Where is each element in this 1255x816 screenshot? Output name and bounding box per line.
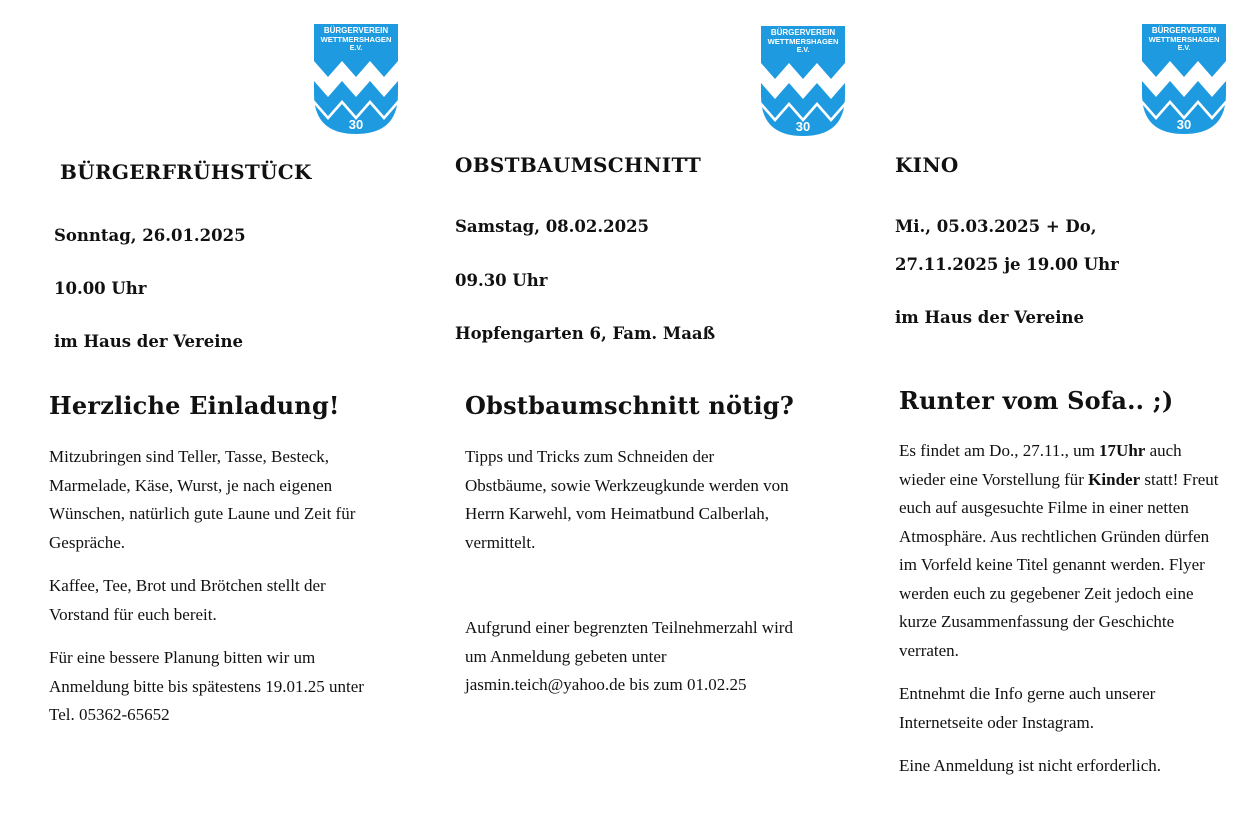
section-body (465, 443, 795, 715)
club-crest (1142, 24, 1226, 134)
paragraph: Aufgrund einer begrenzten Teilnehmerzahl wird um Anmeldung gebeten unter jasmin.teich@yahoo.de bis zum 01.02.25 (465, 618, 793, 694)
event-date-time: 27.11.2025 je 19.00 Uhr (895, 255, 1119, 274)
logo-column-1 (314, 24, 398, 134)
club-crest (314, 24, 398, 134)
logo-column-2 (761, 26, 845, 136)
bold-time: 17Uhr (1099, 441, 1146, 460)
paragraph (899, 437, 1229, 665)
crest-line-3: E.V. (1177, 45, 1191, 52)
section-heading: Herzliche Einladung! (49, 391, 340, 420)
event-location: im Haus der Vereine (54, 332, 243, 351)
section-heading: Obstbaumschnitt nötig? (465, 391, 795, 420)
crest-number: 30 (348, 117, 364, 132)
crest-line-3: E.V. (796, 47, 810, 54)
paragraph: Tipps und Tricks zum Schneiden der Obstbäume, sowie Werkzeugkunde werden von Herrn Karwehl, vom Heimatbund Calberlah, vermittelt. (465, 447, 789, 552)
event-time: 09.30 Uhr (455, 271, 548, 290)
section-body (899, 437, 1229, 796)
section-heading: Runter vom Sofa.. ;) (899, 386, 1174, 415)
text-run: statt! Freut euch auf ausgesuchte Filme in einer netten Atmosphäre. Aus rechtlichen Gründen dürfen im Vorfeld keine Titel genannt werden. Flyer werden euch zu gegebener Zeit jedoch eine kurze Zusammenfassung der Geschichte verraten. (899, 469, 1219, 660)
crest-line-1: BÜRGERVEREIN (770, 28, 836, 37)
paragraph: Entnehmt die Info gerne auch unserer Internetseite oder Instagram. (899, 684, 1156, 732)
paragraph: Mitzubringen sind Teller, Tasse, Besteck, Marmelade, Käse, Wurst, je nach eigenen Wünschen, natürlich gute Laune und Zeit für Gespräche. (49, 447, 356, 552)
crest-line-1: BÜRGERVEREIN (1151, 26, 1217, 35)
event-date: Mi., 05.03.2025 + Do, (895, 217, 1097, 236)
paragraph: Kaffee, Tee, Brot und Brötchen stellt der Vorstand für euch bereit. (49, 576, 326, 624)
logo-column-3 (1142, 24, 1226, 134)
event-title-kino: KINO (895, 153, 959, 177)
event-date: Sonntag, 26.01.2025 (54, 226, 246, 245)
event-time: 10.00 Uhr (54, 279, 147, 298)
bold-audience: Kinder (1088, 469, 1141, 489)
event-title-obstbaumschnitt: OBSTBAUMSCHNITT (455, 153, 702, 177)
club-crest (761, 26, 845, 136)
paragraph: Eine Anmeldung ist nicht erforderlich. (899, 756, 1162, 775)
event-title-fruehstueck: BÜRGERFRÜHSTÜCK (60, 160, 312, 184)
crest-number: 30 (795, 119, 811, 134)
event-location: im Haus der Vereine (895, 308, 1084, 327)
crest-line-2: WETTMERSHAGEN (1148, 35, 1220, 44)
crest-number: 30 (1176, 117, 1192, 132)
crest-line-3: E.V. (349, 45, 363, 52)
event-location: Hopfengarten 6, Fam. Maaß (455, 324, 716, 343)
crest-line-2: WETTMERSHAGEN (320, 35, 392, 44)
text-run: Es findet am Do., 27.11., um (899, 441, 1100, 460)
section-body (49, 443, 384, 745)
crest-line-1: BÜRGERVEREIN (323, 26, 389, 35)
crest-line-2: WETTMERSHAGEN (767, 37, 839, 46)
paragraph: Für eine bessere Planung bitten wir um Anmeldung bitte bis spätestens 19.01.25 unter Tel. 05362-65652 (49, 648, 364, 724)
event-date: Samstag, 08.02.2025 (455, 217, 650, 236)
text-run: auch wieder eine Vorstellung für (899, 441, 1182, 489)
